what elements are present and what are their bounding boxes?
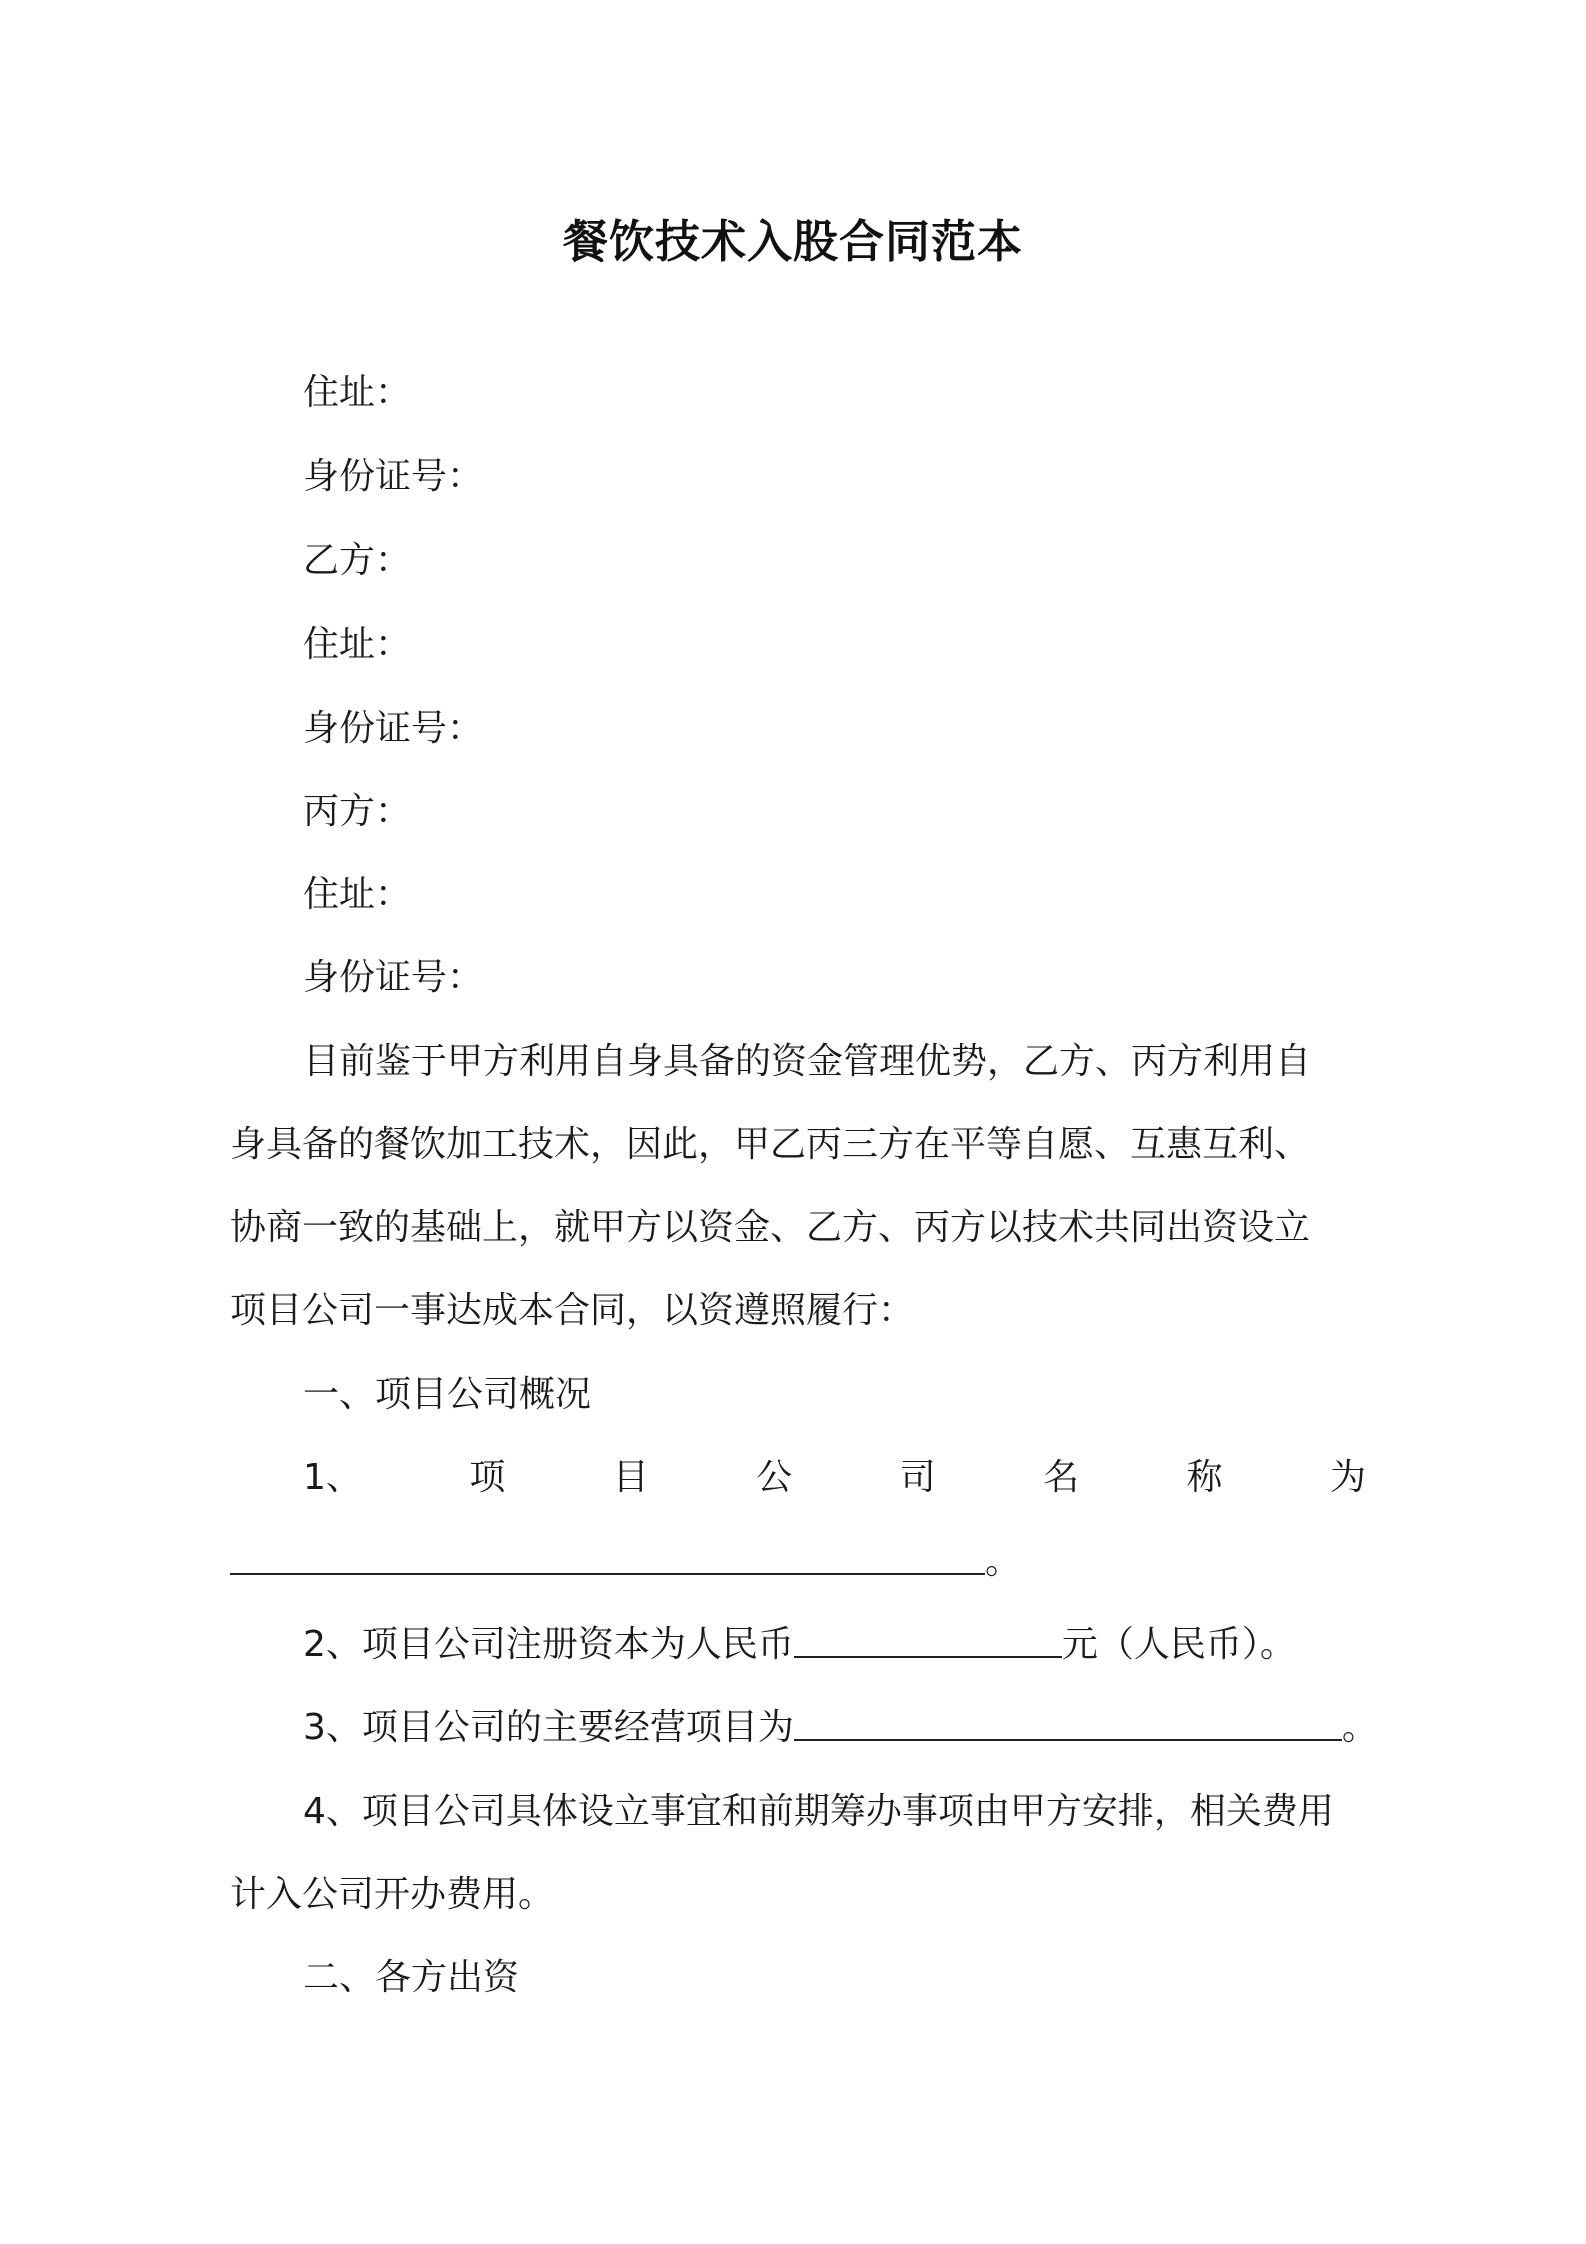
item2-prefix: 2、项目公司注册资本为人民币	[303, 1624, 794, 1665]
intro-line-3: 协商一致的基础上，就甲方以资金、乙方、丙方以技术共同出资设立	[230, 1207, 1311, 1248]
item2-suffix: 元（人民币）。	[1061, 1624, 1296, 1665]
field-id-number-1: 身份证号：	[303, 456, 484, 497]
intro-line-2: 身具备的餐饮加工技术，因此，甲乙丙三方在平等自愿、互惠互利、	[230, 1124, 1311, 1165]
business-scope-blank[interactable]	[794, 1709, 1342, 1741]
section1-item1	[303, 1453, 1366, 1503]
item1-token: 称	[1186, 1457, 1223, 1498]
field-party-c: 丙方：	[303, 791, 412, 832]
item1-end: 。	[985, 1541, 1022, 1582]
item3-suffix: 。	[1341, 1707, 1378, 1748]
field-address-1: 住址：	[303, 372, 412, 413]
field-id-number-2: 身份证号：	[303, 708, 484, 749]
section1-item4-line2: 计入公司开办费用。	[230, 1874, 555, 1915]
field-party-b: 乙方：	[303, 540, 412, 581]
item1-token: 1、	[303, 1457, 362, 1498]
section1-item3	[303, 1703, 1378, 1753]
field-id-number-3: 身份证号：	[303, 957, 484, 998]
section1-item1-blank-line	[230, 1537, 1366, 1587]
item1-token: 公	[756, 1457, 793, 1498]
section2-heading: 二、各方出资	[303, 1957, 520, 1998]
intro-line-4: 项目公司一事达成本合同，以资遵照履行：	[230, 1290, 915, 1331]
company-name-blank[interactable]	[230, 1543, 985, 1575]
field-address-2: 住址：	[303, 624, 412, 665]
item1-token: 为	[1329, 1457, 1366, 1498]
item1-token: 项	[469, 1457, 506, 1498]
section1-item4-line1: 4、项目公司具体设立事宜和前期筹办事项由甲方安排，相关费用	[303, 1791, 1334, 1832]
field-address-3: 住址：	[303, 874, 412, 915]
document-title: 餐饮技术入股合同范本	[562, 215, 1023, 268]
item1-spread-text	[303, 1453, 1366, 1503]
item1-token: 目	[612, 1457, 649, 1498]
item1-token: 名	[1043, 1457, 1080, 1498]
item3-prefix: 3、项目公司的主要经营项目为	[303, 1707, 794, 1748]
item1-token: 司	[899, 1457, 936, 1498]
intro-line-1: 目前鉴于甲方利用自身具备的资金管理优势，乙方、丙方利用自	[303, 1041, 1312, 1082]
registered-capital-blank[interactable]	[794, 1626, 1062, 1658]
section1-heading: 一、项目公司概况	[303, 1374, 592, 1415]
section1-item2	[303, 1620, 1366, 1670]
